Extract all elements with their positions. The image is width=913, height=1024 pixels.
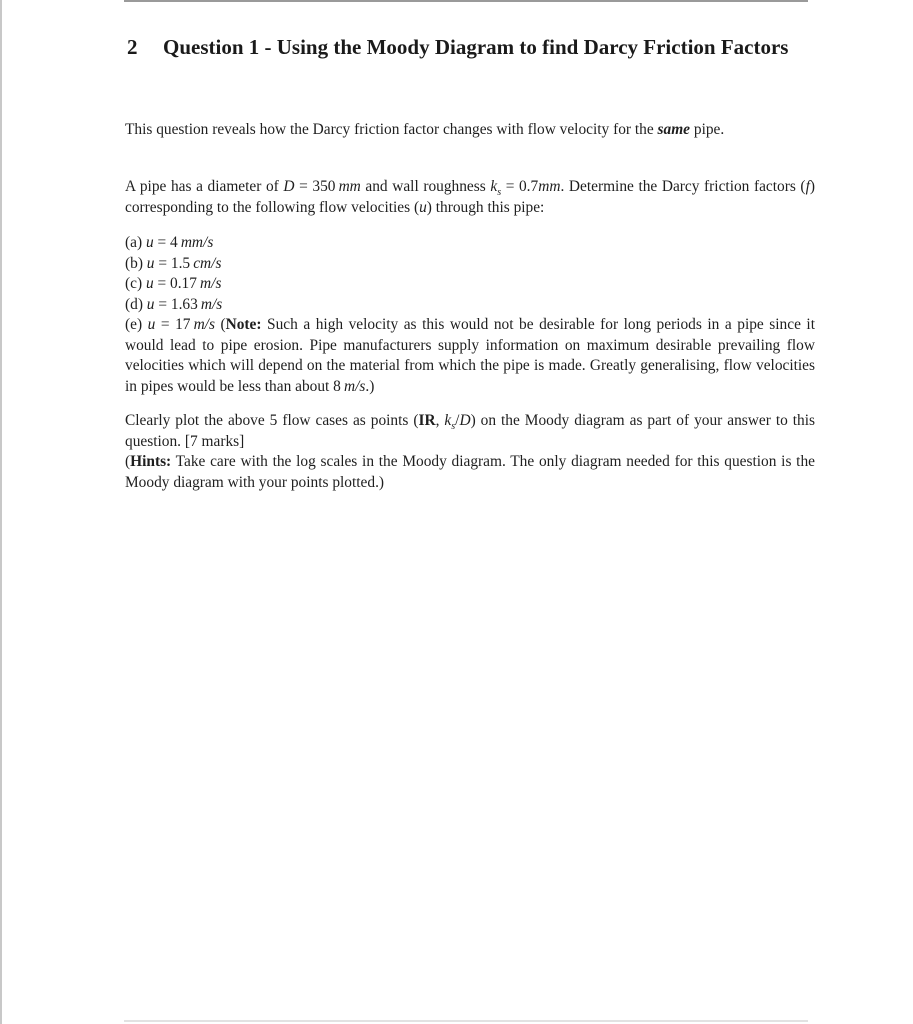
math-var-u: u — [145, 234, 154, 251]
case-value: = 4 — [153, 234, 178, 251]
case-value: = 1.5 — [154, 254, 191, 272]
case-unit: m/s — [193, 316, 215, 333]
intro-emphasis: same — [657, 121, 691, 138]
math-sub-s: s — [497, 187, 502, 199]
problem-text: . Determine the Darcy friction factors ( — [560, 178, 806, 195]
case-unit: cm/s — [193, 254, 222, 272]
case-value: = 1.63 — [154, 295, 198, 313]
hint-text: Take care with the log scales in the Moody diagram. The only diagram needed for this question is the Moody diagram with your points plotted.) — [125, 453, 815, 491]
case-label: (c) — [125, 275, 146, 292]
case-unit: m/s — [200, 295, 223, 313]
case-label: (e) — [125, 316, 148, 333]
section-title: Question 1 - Using the Moody Diagram to find Darcy Friction Factors — [163, 35, 789, 59]
plot-text: ) on the Moody diagram as part of your answer to this question. [7 marks] — [125, 412, 816, 450]
plot-instruction-paragraph — [125, 411, 815, 493]
plot-text: Clearly plot the above 5 flow cases as points ( — [125, 412, 419, 429]
math-var-u: u — [146, 254, 155, 272]
intro-text: This question reveals how the Darcy friction factor changes with flow velocity for the — [125, 121, 658, 138]
plot-text: / — [455, 412, 460, 429]
note-paren-close: .) — [365, 377, 375, 395]
roughness-unit: mm — [538, 178, 561, 195]
problem-text: A pipe has a diameter of — [125, 178, 284, 195]
velocity-case-b — [125, 254, 815, 275]
problem-paragraph — [125, 177, 815, 218]
problem-text: and wall roughness — [360, 178, 491, 195]
math-var-u: u — [145, 275, 154, 292]
math-var-k: k — [490, 178, 498, 195]
math-var-D: D — [459, 412, 471, 429]
math-var-k: k — [444, 412, 452, 429]
intro-text-end: pipe. — [690, 121, 725, 138]
roughness-value: = 0.7 — [501, 178, 539, 195]
page-top-rule — [124, 0, 808, 2]
note-text: Such a high velocity as this would not be desirable for long periods in a pipe since it would lead to pipe erosion. Pipe manufacturers supply information on maximum desirable prevailing flow velocities which will depend on the material from which the pipe is made. Greatly generalising, flow velocities in pipes would be less than about 8 — [125, 316, 815, 395]
math-var-f: f — [805, 178, 810, 195]
case-unit: mm/s — [180, 234, 214, 251]
math-var-u: u — [419, 198, 427, 216]
diameter-value: = 350 — [294, 178, 336, 195]
velocity-case-c — [125, 274, 815, 295]
case-label: (a) — [125, 234, 146, 251]
section-number: 2 — [127, 35, 138, 59]
math-var-u: u — [146, 295, 155, 313]
note-label: Note: — [225, 316, 262, 333]
problem-text: ) corresponding to the following flow velocities ( — [125, 178, 815, 216]
velocity-case-d — [125, 295, 815, 316]
velocity-case-list — [125, 233, 815, 397]
hint-paren: ( — [125, 453, 131, 470]
math-var-u: u — [147, 316, 156, 333]
math-var-reynolds: IR — [418, 412, 436, 429]
problem-text: ) through this pipe: — [426, 198, 545, 216]
case-value: = 17 — [155, 316, 191, 333]
math-sub-s: s — [451, 421, 456, 433]
case-label: (d) — [125, 295, 147, 313]
math-var-D: D — [283, 178, 295, 195]
plot-text: , — [435, 412, 445, 429]
page-bottom-rule — [124, 1020, 808, 1022]
note-paren: ( — [214, 316, 226, 333]
hint-label: Hints: — [130, 453, 172, 470]
case-label: (b) — [125, 254, 147, 272]
case-value: = 0.17 — [153, 275, 197, 292]
intro-paragraph — [125, 120, 815, 141]
case-unit: m/s — [200, 275, 222, 292]
note-unit: m/s — [343, 377, 366, 395]
page-left-edge — [0, 0, 2, 1024]
diameter-unit: mm — [338, 178, 361, 195]
velocity-case-e — [125, 315, 815, 397]
velocity-case-a — [125, 233, 815, 254]
